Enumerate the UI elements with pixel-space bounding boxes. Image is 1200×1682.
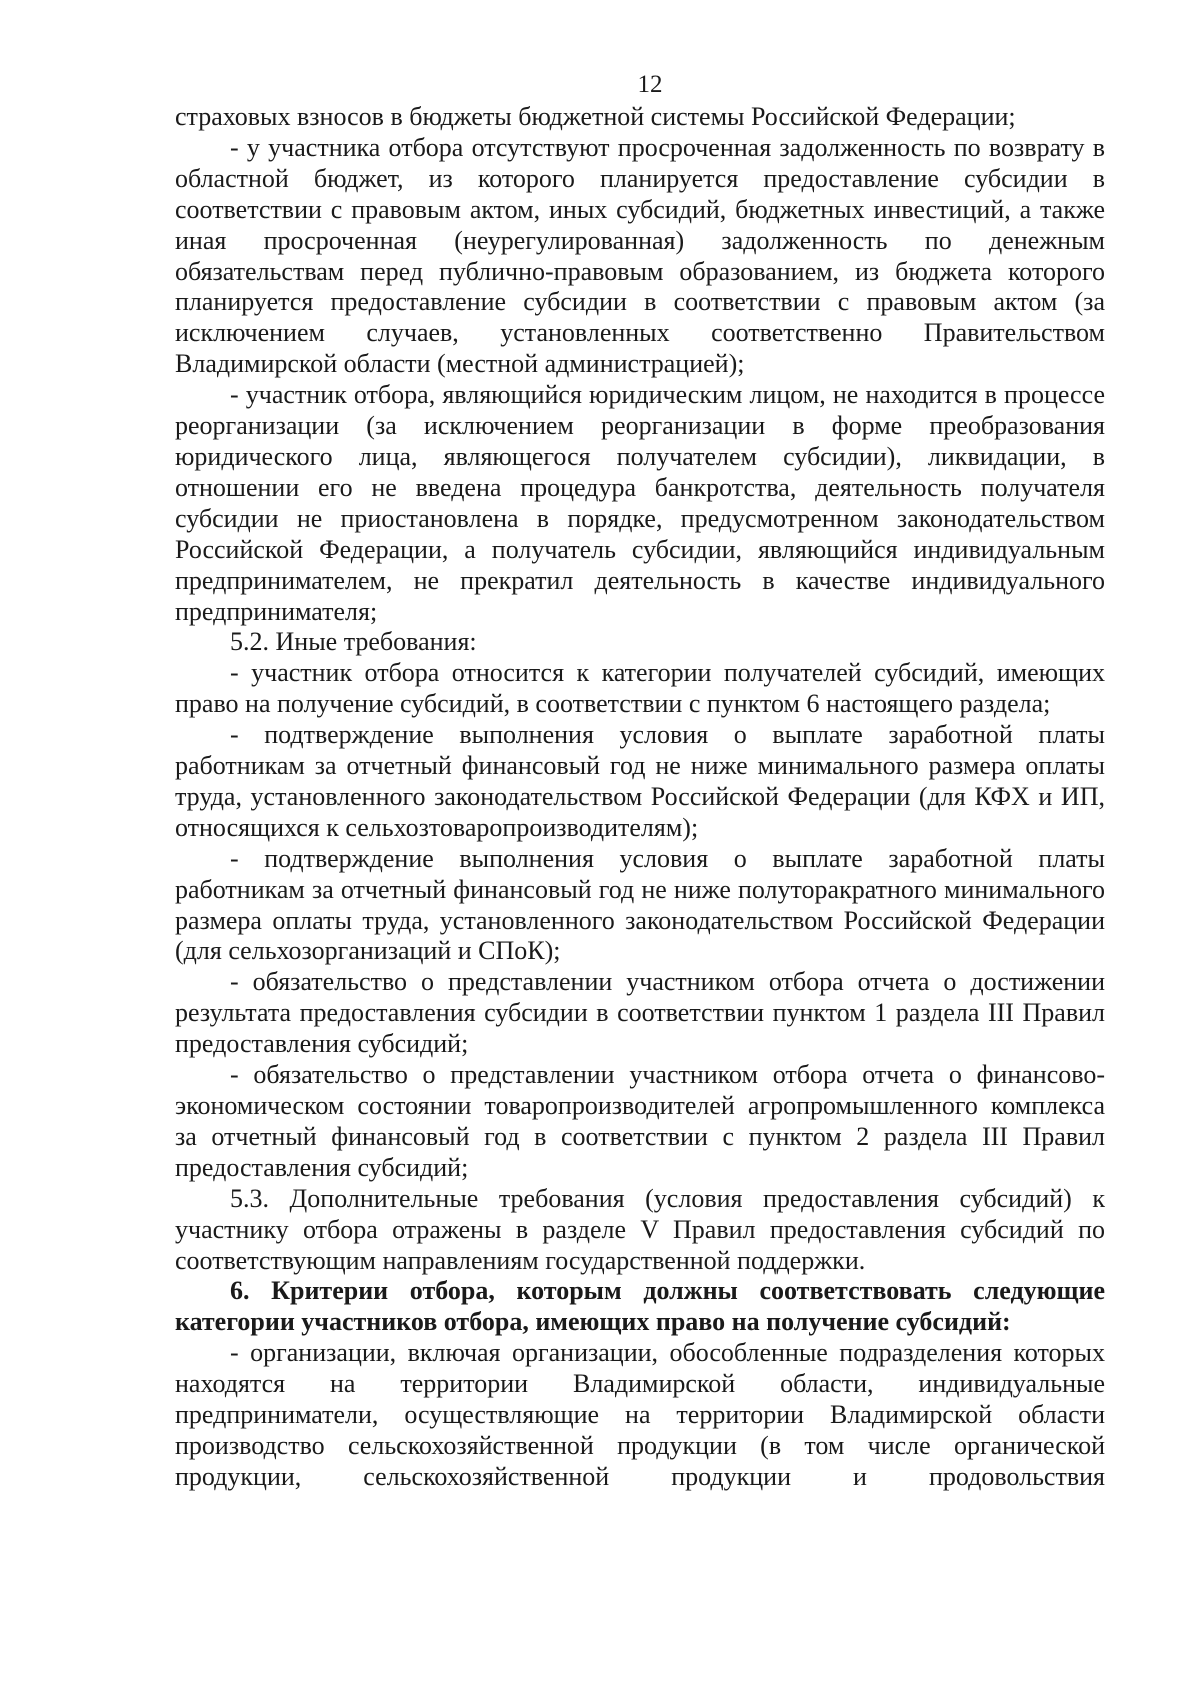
- page-number: 12: [637, 71, 663, 98]
- paragraph-financial-report: - обязательство о представлении участником отбора отчета о финансово-экономическом состоянии товаропроизводителей агропромышленного комплекса за отчетный финансовый год в соответствии с пунктом 2 раздела III Правил предоставления субсидий;: [175, 1060, 1105, 1182]
- paragraph-recipient-category: - участник отбора относится к категории получателей субсидий, имеющих право на получение субсидий, в соответствии с пунктом 6 настоящего раздела;: [175, 658, 1105, 719]
- paragraph-overdue-debt: - у участника отбора отсутствуют просроченная задолженность по возврату в областной бюджет, из которого планируется предоставление субсидии в соответствии с правовым актом, иных субсидий, бюджетных инвестиций, а также иная просроченная (неурегулированная) задолженность по денежным обязательствам перед публично-правовым образованием, из бюджета которого планируется предоставление субсидии в соответствии с правовым актом (за исключением случаев, установленных соответственно Правительством Владимирской области (местной администрацией);: [175, 132, 1105, 379]
- paragraph-other-requirements: 5.2. Иные требования:: [230, 627, 477, 657]
- paragraph-wage-organizations: - подтверждение выполнения условия о выплате заработной платы работникам за отчетный финансовый год не ниже полуторакратного минимального размера оплаты труда, установленного законодательством Российской Федерации (для сельхозорганизаций и СПоК);: [175, 843, 1105, 966]
- section-6-heading: 6. Критерии отбора, которым должны соответствовать следующие категории участников отбора, имеющих право на получение субсидий:: [175, 1276, 1105, 1337]
- paragraph-additional-requirements: 5.3. Дополнительные требования (условия предоставления субсидий) к участнику отбора отражены в разделе V Правил предоставления субсидий по соответствующим направлениям государственной поддержки.: [175, 1183, 1105, 1275]
- paragraph-continuation: страховых взносов в бюджеты бюджетной системы Российской Федерации;: [175, 102, 1016, 131]
- paragraph-organizations: - организации, включая организации, обособленные подразделения которых находятся на территории Владимирской области, индивидуальные предприниматели, осуществляющие на территории Владимирской области производство сельскохозяйственной продукции (в том числе органической продукции, сельскохозяйственной продукции и продовольствия: [175, 1338, 1105, 1491]
- paragraph-reorganization: - участник отбора, являющийся юридическим лицом, не находится в процессе реорганизации (за исключением реорганизации в форме преобразования юридического лица, являющегося получателем субсидии), ликвидации, в отношении его не введена процедура банкротства, деятельность получателя субсидии не приостановлена в порядке, предусмотренном законодательством Российской Федерации, а получатель субсидии, являющийся индивидуальным предпринимателем, не прекратил деятельность в качестве индивидуального предпринимателя;: [175, 380, 1105, 626]
- paragraph-wage-kfh: - подтверждение выполнения условия о выплате заработной платы работникам за отчетный финансовый год не ниже минимального размера оплаты труда, установленного законодательством Российской Федерации (для КФХ и ИП, относящихся к сельхозтоваропроизводителям);: [175, 720, 1105, 842]
- paragraph-result-report: - обязательство о представлении участником отбора отчета о достижении результата предоставления субсидии в соответствии пунктом 1 раздела III Правил предоставления субсидий;: [175, 967, 1105, 1059]
